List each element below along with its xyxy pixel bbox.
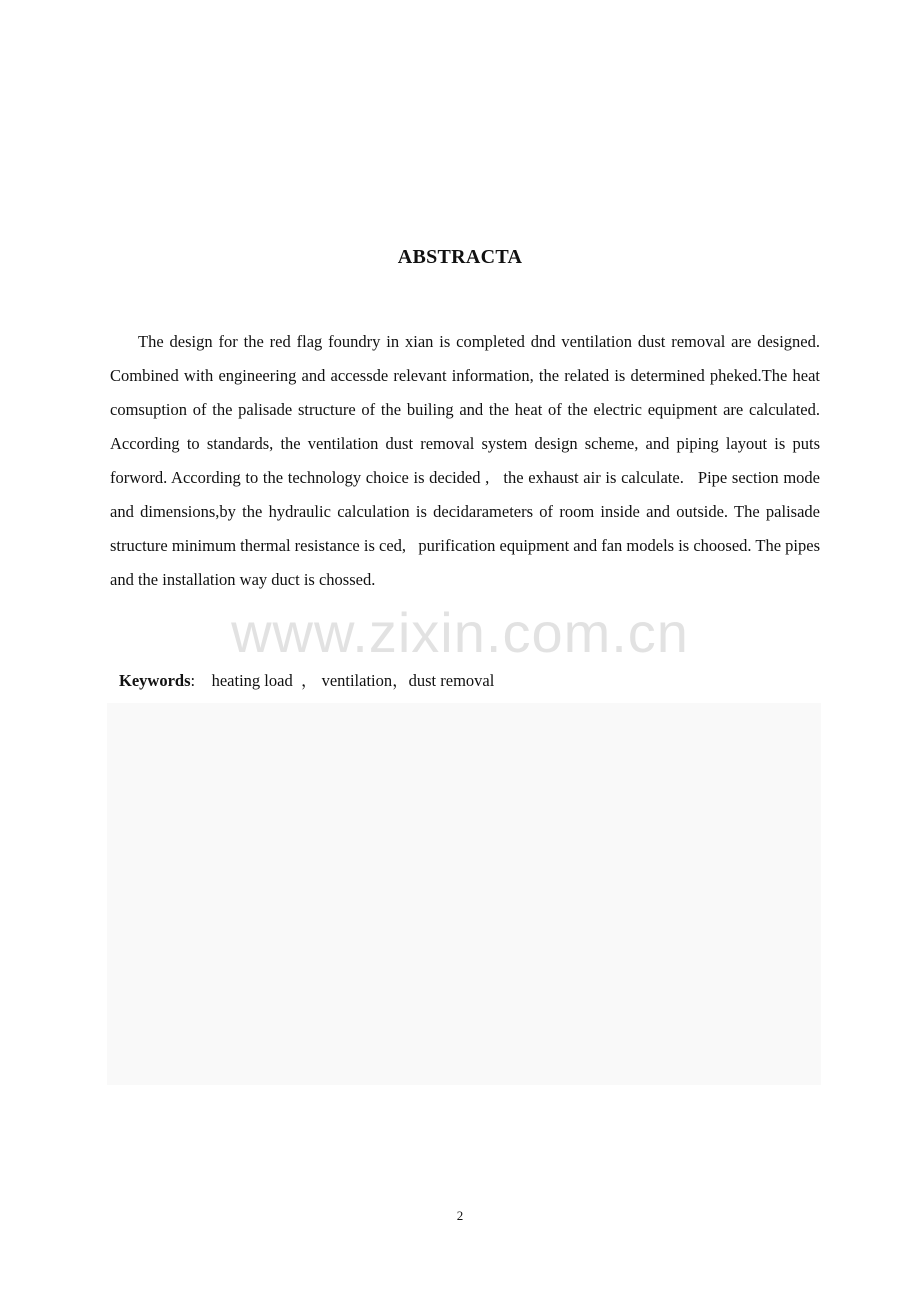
keywords-separator: : bbox=[190, 671, 196, 690]
keywords-list: heating load ， ventilation，dust removal bbox=[211, 671, 495, 690]
keywords-label: Keywords bbox=[119, 671, 191, 690]
page-number: 2 bbox=[456, 1208, 464, 1223]
document-title: ABSTRACTA bbox=[397, 246, 523, 268]
blank-image-area bbox=[107, 703, 821, 1085]
watermark: www.zixin.com.cn bbox=[231, 601, 689, 664]
abstract-paragraph: The design for the red flag foundry in xian is completed dnd ventilation dust removal are designed. Combined with engineering and accessde relevant information, the related is determined pheked.The heat comsuption of the palisade structure of the builing and the heat of the electric equipment are calculated. According to standards, the ventilation dust removal system design scheme, and piping layout is puts forword. According to the technology choice is decided , the exhaust air is calculate. Pipe section mode and dimensions,by the hydraulic calculation is decidarameters of room inside and outside. The palisade structure minimum thermal resistance is ced, purification equipment and fan models is choosed. The pipes and the installation way duct is chossed. bbox=[110, 332, 820, 589]
keywords-line bbox=[119, 668, 494, 694]
